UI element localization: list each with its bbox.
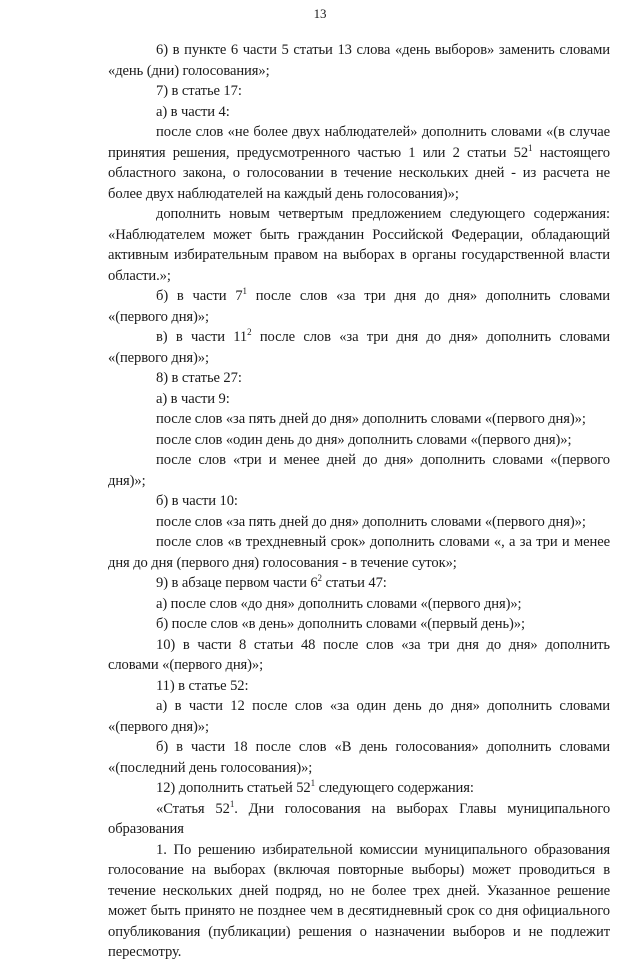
paragraph: 1. По решению избирательной комиссии муниципального образования голосование на выборах (включая повторные выборы) может проводиться в течение нескольких дней подряд, но не более трех дней. Указанное решение может быть принято не позднее чем в десятидневный срок со дня официального опубликования (публикации) решения о назначении выборов и не подлежит пересмотру. xyxy=(108,841,610,960)
paragraph: после слов «три и менее дней до дня» дополнить словами «(первого дня)»; xyxy=(108,452,610,489)
paragraph: 6) в пункте 6 части 5 статьи 13 слова «день выборов» заменить словами «день (дни) голосования»; xyxy=(108,42,610,79)
paragraph: а) после слов «до дня» дополнить словами «(первого дня)»; xyxy=(156,595,522,612)
paragraph: дополнить новым четвертым предложением следующего содержания: «Наблюдателем может быть гражданин Российской Федерации, обладающий активным избирательным правом на выборах в органы государственной власти области.»; xyxy=(108,206,610,284)
page-number: 13 xyxy=(313,6,327,21)
paragraph: б) после слов «в день» дополнить словами «(первый день)»; xyxy=(156,616,525,632)
paragraph: в) в части $11^2$ после слов «за три дня до дня» дополнить словами «(первого дня)»; xyxy=(108,327,610,366)
paragraph: после слов «за пять дней до дня» дополнить словами «(первого дня)»; xyxy=(156,411,586,427)
paragraph: после слов «в трехдневный срок» дополнить словами «, а за три и менее дня до дня (первого дня) голосования - в течение суток»; xyxy=(108,534,610,571)
paragraph: 9) в абзаце первом части $6^2$ статьи 47: xyxy=(156,573,387,591)
paragraph: 7) в статье 17: xyxy=(156,83,242,99)
paragraph: 12) дополнить статьей $52^1$ следующего содержания: xyxy=(156,778,474,796)
paragraph: 10) в части 8 статьи 48 после слов «за три дня до дня» дополнить словами «(первого дня)»; xyxy=(108,636,610,673)
paragraph: а) в части 12 после слов «за один день до дня» дополнить словами «(первого дня)»; xyxy=(108,698,610,735)
paragraph: «Статья $52^1$. Дни голосования на выборах Главы муниципального образования xyxy=(108,798,611,837)
superscript-index: 1 xyxy=(229,798,235,809)
document-body xyxy=(108,40,610,963)
paragraph: после слов «не более двух наблюдателей» дополнить словами «(в случае принятия решения, предусмотренного частью 1 или 2 статьи $52^1$ настоящего областного закона, о голосовании в течение нескольких дней - из расчета не более двух наблюдателей на каждый день голосования)»; xyxy=(108,124,610,202)
superscript-index: 1 xyxy=(528,142,533,153)
superscript-index: 1 xyxy=(310,778,316,788)
paragraph: после слов «один день до дня» дополнить словами «(первого дня)»; xyxy=(156,431,572,448)
paragraph: б) в части 10: xyxy=(156,493,238,509)
superscript-index: 1 xyxy=(242,286,247,296)
superscript-index: 2 xyxy=(317,573,322,583)
paragraph: а) в части 9: xyxy=(156,390,230,407)
paragraph: б) в части 18 после слов «В день голосования» дополнить словами «(последний день голосования)»; xyxy=(108,739,610,776)
paragraph: 11) в статье 52: xyxy=(156,677,249,694)
paragraph: а) в части 4: xyxy=(156,103,230,120)
superscript-index: 2 xyxy=(247,327,252,337)
paragraph: 8) в статье 27: xyxy=(156,370,242,386)
paragraph: после слов «за пять дней до дня» дополнить словами «(первого дня)»; xyxy=(156,513,586,530)
paragraph: б) в части $7^1$ после слов «за три дня до дня» дополнить словами «(первого дня)»; xyxy=(108,286,611,325)
